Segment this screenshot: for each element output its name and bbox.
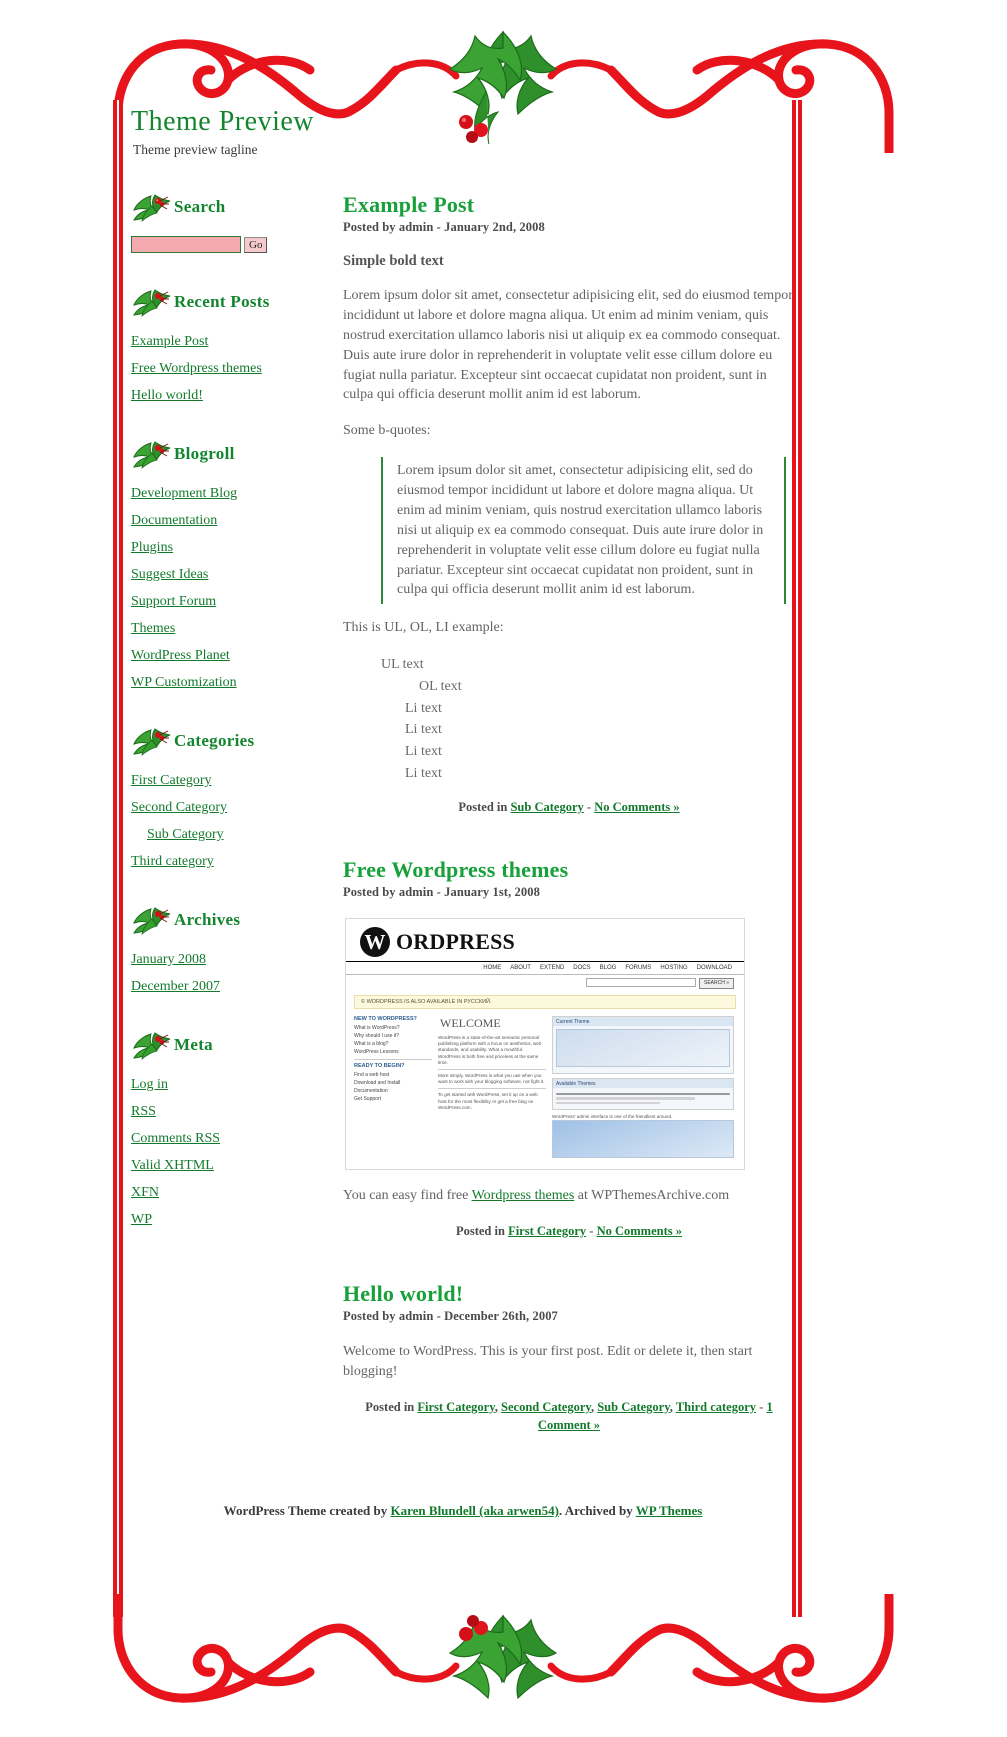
list-item (131, 510, 338, 530)
wp-panel-caption: WordPress' admin interface is one of the friendliest around. (552, 1114, 673, 1120)
sidebar-link-free-wordpress-themes[interactable]: Free Wordpress themes (131, 361, 262, 376)
sidebar-link-sub-category[interactable]: Sub Category (147, 827, 224, 842)
post-footer (343, 1222, 795, 1241)
post-footer (343, 1398, 795, 1436)
comma: , (590, 1399, 595, 1414)
post-blockquote (381, 457, 786, 604)
wp-lead-text: WordPress is a state-of-the-art semantic personal publishing platform with a focus on aesthetics, web standards, and usability. What a mouthful. WordPress is both free and priceless at the same time. (438, 1035, 542, 1065)
site-footer (123, 1485, 803, 1529)
widget-recent-posts (131, 287, 338, 405)
wp-paragraph: To get started with WordPress, set it up on a web host for the most flexibility or get a free blog on WordPress.com. (438, 1092, 538, 1110)
list-item (131, 797, 338, 817)
widget-label: Meta (174, 1035, 213, 1054)
wp-list-item: Download and Install (354, 1080, 401, 1086)
widget-title-recent-posts (131, 287, 338, 317)
post-meta: Posted by admin - January 2nd, 2008 (343, 220, 545, 234)
list-item (131, 591, 338, 611)
widget-meta (131, 1030, 338, 1229)
holly-icon (131, 192, 173, 222)
list-item (131, 483, 338, 503)
wp-panel-body (553, 1088, 733, 1109)
wp-panel-body (553, 1026, 733, 1073)
holly-icon (131, 287, 173, 317)
footer-middle: . Archived by (558, 1503, 636, 1519)
footer-separator: - (759, 1399, 764, 1414)
list-item (131, 385, 338, 405)
sidebar-link-log-in[interactable]: Log in (131, 1077, 168, 1092)
widget-label: Search (174, 197, 226, 216)
wp-column-middle (438, 1016, 546, 1161)
footer-archiver-link[interactable]: WP Themes (635, 1503, 703, 1519)
post-free-wordpress-themes (343, 857, 795, 1241)
list-item (131, 949, 338, 969)
widget-title-meta (131, 1030, 338, 1060)
list-item (131, 618, 338, 638)
wp-logo-bar (346, 919, 744, 962)
list-item (131, 1182, 338, 1202)
holly-icon (131, 439, 173, 469)
categories-list (131, 770, 338, 871)
wp-list-item: Get Support (354, 1096, 381, 1102)
wp-list (354, 1071, 432, 1103)
post-paragraph: Lorem ipsum dolor sit amet, consectetur adipisicing elit, sed do eiusmod tempor incididunt ut labore et dolore magna aliqua. Ut enim ad minim veniam, quis nostrud exercitation ullamco laboris nisi ut aliquip ex ea commodo consequat. Duis aute irure dolor in reprehenderit in voluptate velit esse cillum dolore eu fugiat nulla pariatur. Excepteur sint occaecat cupidatat non proident, sunt in culpa qui officia deserunt mollit anim id est laborum. (343, 288, 793, 403)
wp-body (346, 1012, 744, 1169)
wp-nav-item: DOCS (573, 965, 591, 971)
wp-banner: © WORDPRESS IS ALSO AVAILABLE IN РУССКИЙ. (354, 995, 736, 1009)
sidebar-link-december-2007[interactable]: December 2007 (131, 979, 221, 994)
sidebar-link-themes[interactable]: Themes (131, 621, 176, 636)
widget-title-blogroll (131, 439, 338, 469)
wp-list-item: Documentation (354, 1088, 388, 1094)
widget-archives (131, 905, 338, 996)
site-header (123, 100, 803, 158)
wp-list-item: WordPress Lessons (354, 1049, 399, 1055)
list-item (131, 564, 338, 584)
wp-search-input (586, 978, 696, 987)
post-meta: Posted by admin - December 26th, 2007 (343, 1308, 558, 1323)
wp-nav-item: HOSTING (660, 965, 688, 971)
search-form (131, 236, 338, 253)
recent-posts-list (131, 331, 338, 405)
wp-list-item: Why should I use it? (354, 1033, 400, 1039)
footer-category-link[interactable]: Second Category (501, 1399, 591, 1414)
widget-label: Recent Posts (174, 292, 270, 311)
widget-blogroll (131, 439, 338, 692)
archives-list (131, 949, 338, 996)
wp-list-item: Find a web host (354, 1072, 390, 1078)
post-example-post (343, 192, 795, 817)
sidebar-link-hello-world[interactable]: Hello world! (131, 388, 203, 403)
wp-list-item: What is a blog? (354, 1041, 389, 1047)
sidebar-link-first-category[interactable]: First Category (131, 773, 212, 788)
sidebar-link-wordpress-planet[interactable]: WordPress Planet (131, 648, 230, 663)
sidebar-link-third-category[interactable]: Third category (131, 854, 214, 869)
sidebar-link-wp-customization[interactable]: WP Customization (131, 675, 237, 690)
wp-screenshot-thumbnail (552, 1120, 734, 1158)
sidebar-link-development-blog[interactable]: Development Blog (131, 486, 238, 501)
blockquote-intro: Some b-quotes: (343, 423, 431, 439)
comments-link[interactable]: No Comments » (594, 800, 680, 815)
sidebar-link-suggest-ideas[interactable]: Suggest Ideas (131, 567, 209, 582)
list-item (131, 1101, 338, 1121)
wp-nav-item: FORUMS (625, 965, 652, 971)
blogroll-list (131, 483, 338, 692)
list-item (131, 1128, 338, 1148)
list-item (131, 537, 338, 557)
list-item (131, 976, 338, 996)
footer-category-link[interactable]: First Category (417, 1399, 495, 1414)
footer-separator: - (589, 1224, 594, 1239)
comma: , (494, 1399, 498, 1414)
wp-heading: READY TO BEGIN? (354, 1063, 405, 1069)
wp-panel-current-theme (552, 1016, 734, 1074)
wp-paragraph: More simply, WordPress is what you use when you want to work with your blogging software, not fight it. (438, 1072, 545, 1085)
demo-list (343, 654, 795, 784)
list-item (131, 1155, 338, 1175)
search-go-button[interactable]: Go (244, 237, 267, 253)
footer-prefix: WordPress Theme created by (223, 1503, 391, 1519)
sidebar-link-wp[interactable]: WP (131, 1212, 152, 1227)
list-item (131, 851, 338, 871)
widget-categories (131, 726, 338, 871)
wp-heading: NEW TO WORDPRESS? (354, 1016, 417, 1022)
list-item: Li text (405, 722, 442, 738)
caption-after: at WPThemesArchive.com (574, 1188, 730, 1204)
site-title[interactable]: Theme Preview (131, 106, 314, 137)
wp-list (354, 1024, 432, 1056)
wordpress-wordmark: ORDPRESS (396, 929, 515, 954)
sidebar-link-support-forum[interactable]: Support Forum (131, 594, 217, 609)
meta-list (131, 1074, 338, 1229)
footer-category-link[interactable]: Sub Category (597, 1399, 670, 1414)
list-item (131, 672, 338, 692)
list-item: Li text (405, 700, 442, 716)
comments-link[interactable]: 1 Comment » (537, 1399, 773, 1433)
post-caption (343, 1186, 795, 1206)
post-title[interactable]: Example Post (343, 192, 475, 217)
footer-author-link[interactable]: Karen Blundell (aka arwen54) (390, 1503, 559, 1519)
posted-in-label: Posted in (365, 1399, 415, 1414)
widget-title-search (131, 192, 338, 222)
holly-icon (131, 726, 173, 756)
footer-category-link[interactable]: Sub Category (510, 800, 584, 815)
main-content (338, 192, 803, 1475)
footer-separator: - (586, 800, 592, 815)
wp-divider (438, 1069, 546, 1070)
list-item (131, 331, 338, 351)
widget-label: Blogroll (174, 444, 235, 463)
footer-category-link[interactable]: Third category (675, 1399, 757, 1414)
wp-nav-item: EXTEND (539, 965, 565, 971)
comma: , (669, 1399, 673, 1414)
wp-nav-item: ABOUT (510, 965, 531, 971)
comments-link[interactable]: No Comments » (596, 1224, 683, 1239)
wp-search-row (346, 975, 744, 992)
list-intro: This is UL, OL, LI example: (343, 620, 504, 636)
sidebar-link-comments-rss[interactable]: Comments RSS (131, 1131, 221, 1146)
list-item-sub (131, 824, 338, 844)
holly-icon (131, 905, 173, 935)
widget-title-archives (131, 905, 338, 935)
post-subheading: Simple bold text (343, 253, 444, 269)
post-title[interactable]: Free Wordpress themes (343, 857, 569, 882)
left-border (113, 100, 123, 1617)
blockquote-text: Lorem ipsum dolor sit amet, consectetur adipisicing elit, sed do eiusmod tempor incididunt ut labore et dolore magna aliqua. Ut enim ad minim veniam, quis nostrud exercitation ullamco laboris nisi ut aliquip ex ea commodo consequat. Duis aute irure dolor in reprehenderit in voluptate velit esse cillum dolore eu fugiat nulla pariatur. Excepteur sint occaecat cupidatat non proident, sunt in culpa qui officia deserunt mollit anim id est laborum. (397, 463, 764, 598)
list-item (131, 770, 338, 790)
holly-icon (131, 1030, 173, 1060)
sidebar (123, 192, 338, 1475)
sidebar-link-plugins[interactable]: Plugins (131, 540, 174, 555)
wp-column-right (552, 1016, 734, 1161)
post-title[interactable]: Hello world! (343, 1280, 464, 1306)
wordpress-logo-icon: W (360, 927, 390, 957)
wp-divider (354, 1059, 432, 1060)
widget-label: Archives (174, 910, 241, 929)
wp-theme-thumbnail (556, 1029, 730, 1067)
sidebar-link-xfn[interactable]: XFN (131, 1185, 160, 1200)
list-item (131, 1074, 338, 1094)
list-item (131, 1209, 338, 1229)
post-paragraph: Welcome to WordPress. This is your first post. Edit or delete it, then start blogging! (343, 1343, 753, 1379)
wp-panel-title: Available Themes (553, 1079, 733, 1088)
wordpress-screenshot-image (345, 918, 745, 1170)
widget-search (131, 192, 338, 253)
list-item (131, 358, 338, 378)
bottom-ornament-border (0, 1594, 1007, 1729)
list-item: OL text (419, 678, 462, 694)
list-item: UL text (381, 657, 424, 673)
sidebar-link-rss[interactable]: RSS (131, 1104, 156, 1119)
list-item: Li text (405, 743, 442, 759)
site-tagline: Theme preview tagline (133, 142, 258, 157)
footer-category-link[interactable]: First Category (508, 1224, 587, 1239)
post-hello-world (343, 1281, 795, 1435)
wordpress-themes-link[interactable]: Wordpress themes (471, 1188, 575, 1204)
caption-before: You can easy find free (343, 1188, 472, 1204)
wp-search-button: SEARCH » (699, 978, 734, 989)
wp-panel-title: Current Theme (553, 1017, 733, 1026)
search-input[interactable] (131, 236, 241, 253)
posted-in-label: Posted in (458, 800, 508, 815)
widget-title-categories (131, 726, 338, 756)
holly-centerpiece-bottom (450, 1615, 556, 1698)
post-footer (343, 798, 795, 817)
wp-nav-item: BLOG (599, 965, 617, 971)
list-item: Li text (405, 765, 442, 781)
wp-nav-item: HOME (483, 965, 502, 971)
sidebar-link-second-category[interactable]: Second Category (131, 800, 228, 815)
list-item (131, 645, 338, 665)
sidebar-link-documentation[interactable]: Documentation (131, 513, 218, 528)
wp-nav-item: DOWNLOAD (696, 965, 732, 971)
posted-in-label: Posted in (455, 1224, 505, 1239)
wp-panel-available-themes (552, 1078, 734, 1110)
sidebar-link-example-post[interactable]: Example Post (131, 334, 209, 349)
sidebar-link-january-2008[interactable]: January 2008 (131, 952, 207, 967)
wp-column-left (354, 1016, 432, 1161)
sidebar-link-valid-xhtml[interactable]: Valid XHTML (131, 1158, 214, 1173)
widget-label: Categories (174, 731, 255, 750)
wp-welcome-heading: WELCOME (440, 1016, 501, 1030)
wp-divider (438, 1088, 546, 1089)
wp-list-item: What is WordPress? (354, 1025, 400, 1031)
post-meta: Posted by admin - January 1st, 2008 (343, 885, 540, 899)
wp-nav (346, 962, 744, 975)
